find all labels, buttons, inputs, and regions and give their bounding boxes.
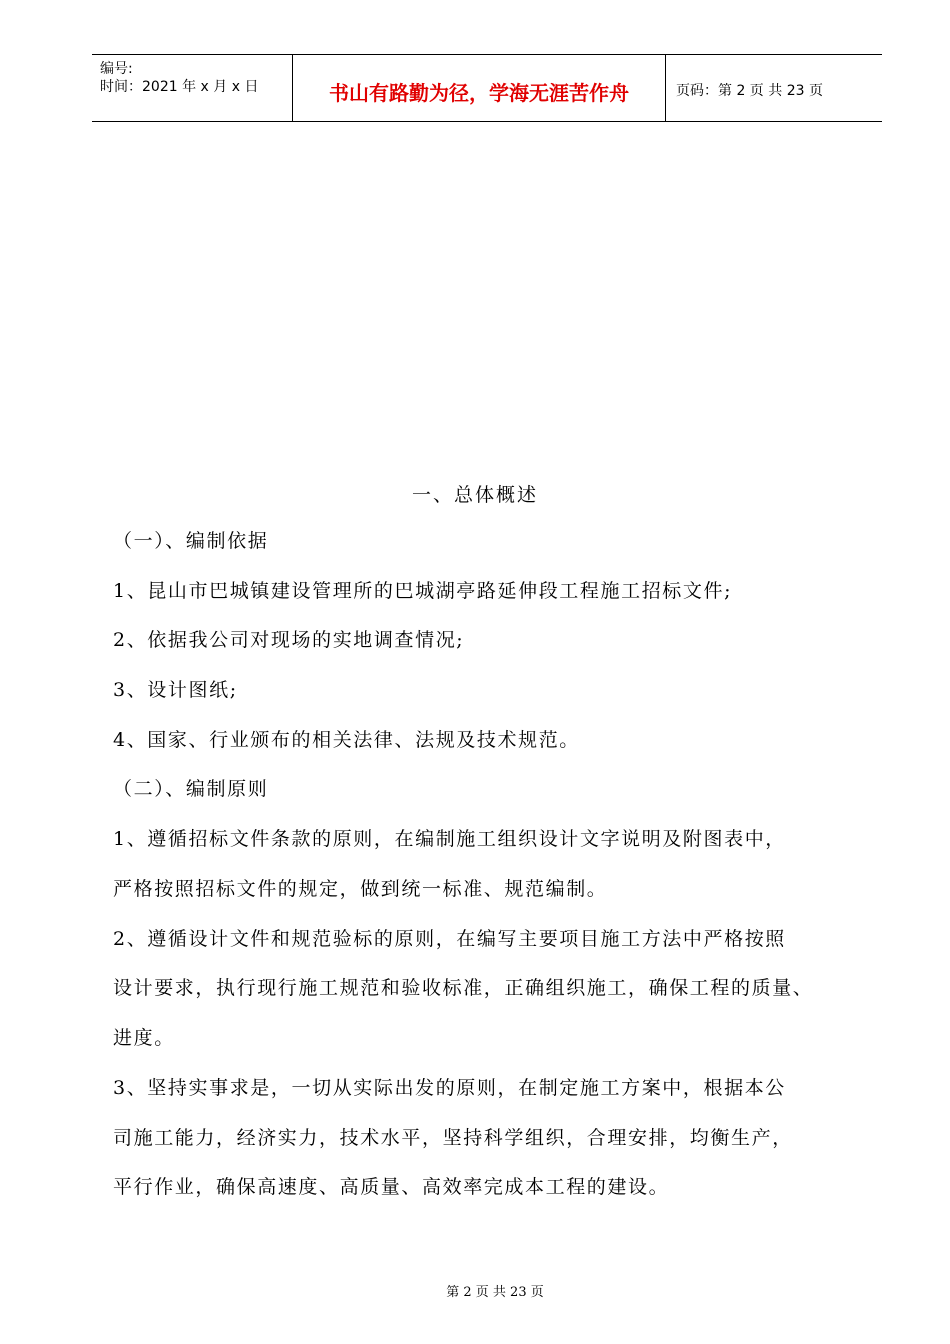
page-header [92,54,882,122]
body-line: 3、坚持实事求是，一切从实际出发的原则，在制定施工方案中，根据本公 [113,1077,786,1099]
body-line: 2、遵循设计文件和规范验标的原则，在编写主要项目施工方法中严格按照 [113,928,786,950]
body-line: 3、设计图纸; [113,679,238,701]
header-motto: 书山有路勤为径，学海无涯苦作舟 [329,81,629,105]
document-number-label: 编号: [100,61,133,77]
body-line: 4、国家、行业颁布的相关法律、法规及技术规范。 [113,729,580,751]
header-page-cell [666,55,882,121]
subsection-heading-basis: （一）、编制依据 [113,530,269,552]
body-line: 进度。 [113,1027,175,1049]
document-date: 时间：2021 年 x 月 x 日 [100,79,259,95]
body-line: 2、依据我公司对现场的实地调查情况; [113,629,465,651]
body-line: 司施工能力，经济实力，技术水平，坚持科学组织，合理安排，均衡生产， [113,1127,793,1149]
header-meta-cell [92,55,293,121]
subsection-heading-principles: （二）、编制原则 [113,778,269,800]
header-page-info: 页码：第 2 页 共 23 页 [676,83,823,99]
page-footer: 第 2 页 共 23 页 [446,1285,544,1300]
body-line: 设计要求，执行现行施工规范和验收标准，正确组织施工，确保工程的质量、 [113,977,814,999]
body-line: 1、遵循招标文件条款的原则，在编制施工组织设计文字说明及附图表中， [113,828,786,850]
section-title: 一、总体概述 [411,484,538,506]
body-line: 严格按照招标文件的规定，做到统一标准、规范编制。 [113,878,608,900]
body-line: 平行作业，确保高速度、高质量、高效率完成本工程的建设。 [113,1176,670,1198]
body-line: 1、昆山市巴城镇建设管理所的巴城湖亭路延伸段工程施工招标文件; [113,580,733,602]
header-motto-cell [293,55,666,121]
